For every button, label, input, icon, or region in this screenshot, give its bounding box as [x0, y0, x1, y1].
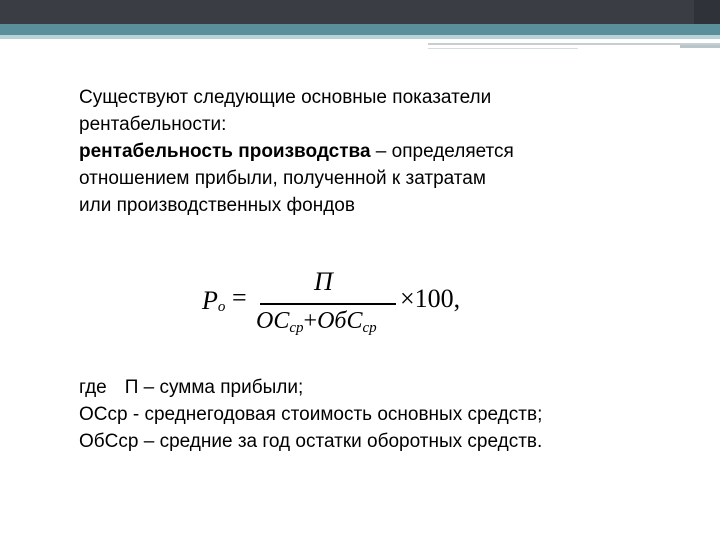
formula-denominator: $ОС_{ср}+ОбС_{ср}$: [256, 308, 377, 336]
text-line: отношением прибыли, полученной к затратам: [79, 168, 486, 189]
header-bar: [0, 0, 720, 24]
definition-line: [79, 138, 699, 165]
decorative-rule: [680, 45, 720, 48]
header-accent-stripe: [0, 24, 720, 35]
legend-where: где: [79, 377, 107, 398]
body-text: [79, 84, 699, 219]
definition-text: – определяется: [370, 141, 514, 162]
defined-term: рентабельность производства: [79, 141, 371, 162]
slide-nav-tab[interactable]: [694, 0, 720, 24]
text-line: рентабельности:: [79, 114, 227, 135]
decorative-rule: [428, 43, 720, 45]
legend-item: ОбСср – средние за год остатки оборотных средств.: [79, 431, 543, 452]
formula-lhs: $P_o$: [202, 286, 226, 315]
legend-item: ОСср - среднегодовая стоимость основных средств;: [79, 404, 543, 425]
decorative-rule: [428, 48, 578, 49]
fraction-bar: [260, 303, 396, 305]
legend-line: [79, 374, 699, 401]
equals-sign: =: [232, 283, 247, 312]
profitability-formula: [202, 267, 468, 344]
header-light-stripe: [0, 35, 720, 39]
text-line: или производственных фондов: [79, 195, 355, 216]
formula-numerator: П: [314, 267, 333, 296]
formula-legend: [79, 374, 699, 455]
formula-multiplier: ×100,: [400, 284, 461, 313]
text-line: Существуют следующие основные показатели: [79, 87, 492, 108]
legend-item: П – сумма прибыли;: [124, 377, 304, 398]
